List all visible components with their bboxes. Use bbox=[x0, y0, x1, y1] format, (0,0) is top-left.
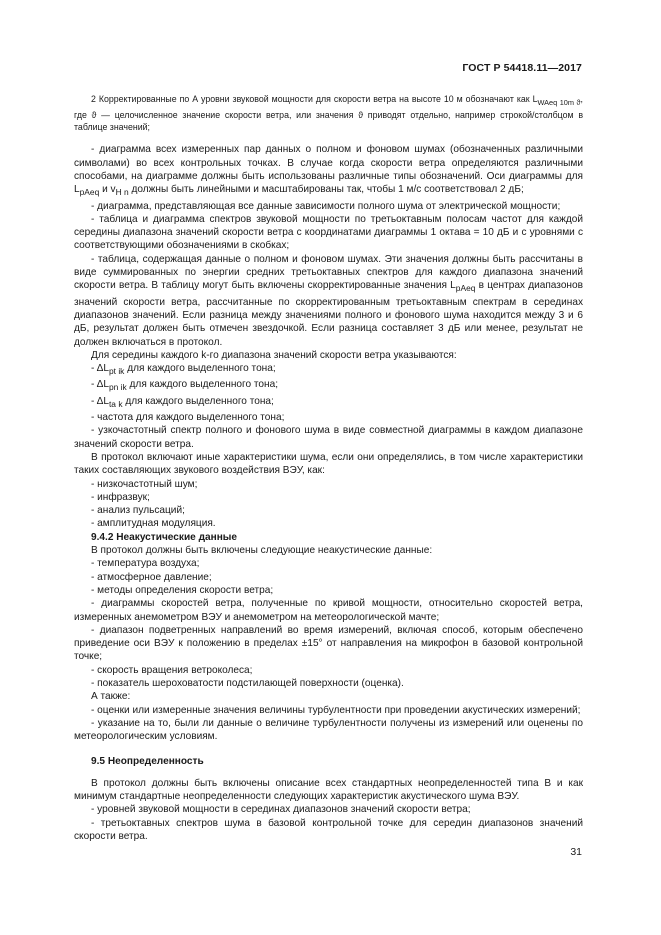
list-item-downwind-range: - диапазон подветренных направлений во время измерений, включая способ, которым обеспечено приведение оси ВЭУ к положению в пределах ±15° от направления на микрофон в базовой контрольной точке; bbox=[74, 624, 583, 663]
subscript: ta k bbox=[108, 398, 123, 409]
note-subscript: WAeq 10m ϑ bbox=[537, 97, 581, 107]
list-item-low-frequency: - низкочастотный шум; bbox=[91, 478, 198, 490]
document-header: ГОСТ Р 54418.11—2017 bbox=[462, 62, 582, 74]
paragraph-also: А также: bbox=[91, 691, 131, 703]
list-item-power-levels: - уровней звуковой мощности в серединах диапазонов значений скорости ветра; bbox=[91, 804, 471, 816]
list-item-amplitude-modulation: - амплитудная модуляция. bbox=[91, 518, 216, 530]
list-item-delta-ta bbox=[74, 395, 583, 411]
page-number: 31 bbox=[570, 846, 582, 858]
text-run: в центрах диапазонов значений скорости ветра, рассчитанные по скорректированным третьоктавным спектрам в серединах диапазонов значений. Если разница между значениями полного и фонового шума находится между 3 и 6 дБ, результат должен быть отмечен звездочкой. Если разница составляет 3 дБ или менее, результат не должен включаться в протокол. bbox=[74, 280, 583, 348]
text-run: - ΔL bbox=[91, 395, 109, 407]
paragraph-uncertainty-intro: В протокол должны быть включены описание всех стандартных неопределенностей типа В и как минимум стандартные неопределенности следующих характеристик акустического шума ВЭУ. bbox=[74, 777, 583, 803]
paragraph-table-noise bbox=[74, 253, 583, 349]
list-item-narrowband: - узкочастотный спектр полного и фонового шума в виде совместной диаграммы в каждом диапазоне значений скорости ветра. bbox=[74, 425, 583, 450]
paragraph-other-characteristics: В протокол включают иные характеристики шума, если они определялись, в том числе характеристики таких составляющих звукового воздействия ВЭУ, как: bbox=[74, 451, 583, 477]
note-block bbox=[74, 93, 583, 133]
list-item-wind-methods: - методы определения скорости ветра; bbox=[91, 584, 274, 596]
page-content bbox=[74, 62, 583, 843]
text-run: для каждого выделенного тона; bbox=[122, 395, 274, 407]
list-item-frequency: - частота для каждого выделенного тона; bbox=[91, 412, 285, 424]
list-item-pressure: - атмосферное давление; bbox=[91, 571, 212, 583]
note-paragraph bbox=[74, 93, 583, 133]
text-run: для каждого выделенного тона; bbox=[126, 379, 279, 391]
list-item-pulsation: - анализ пульсаций; bbox=[91, 505, 185, 517]
paragraph-diagram-power: - диаграмма, представляющая все данные зависимости полного шума от электрической мощности; bbox=[91, 200, 561, 212]
text-run: - ΔL bbox=[91, 379, 109, 391]
list-item-turbulence-source: - указание на то, были ли данные о величине турбулентности получены из измерений или оценены по метеорологическим условиям. bbox=[74, 717, 583, 743]
section-heading-9-5: 9.5 Неопределенность bbox=[91, 755, 204, 767]
subscript: pAeq bbox=[79, 187, 100, 198]
list-item-delta-pt bbox=[74, 362, 583, 378]
list-item-air-temperature: - температура воздуха; bbox=[91, 558, 200, 570]
section-heading-9-4-2: 9.4.2 Неакустические данные bbox=[91, 531, 238, 543]
paragraph-kth-range: Для середины каждого k-го диапазона значений скорости ветра указываются: bbox=[91, 349, 457, 361]
paragraph-diagram-measured bbox=[74, 143, 583, 199]
body-text bbox=[74, 143, 583, 843]
subscript: pn ik bbox=[108, 382, 127, 393]
paragraph-table-spectra: - таблица и диаграмма спектров звуковой мощности по третьоктавным полосам частот для каждой середины диапазона значений скорости ветра с координатами диаграммы 1 октава = 10 дБ и с уровнями с соответствующими обозначениями в скобках; bbox=[74, 213, 583, 252]
text-run: и v bbox=[99, 184, 116, 196]
list-item-third-octave: - третьоктавных спектров шума в базовой контрольной точке для середин диапазонов значений скорости ветра. bbox=[74, 817, 583, 842]
list-item-roughness: - показатель шероховатости подстилающей поверхности (оценка). bbox=[91, 678, 404, 690]
subscript: H n bbox=[115, 187, 129, 198]
list-item-rotor-speed: - скорость вращения ветроколеса; bbox=[91, 664, 253, 676]
list-item-delta-pn bbox=[74, 378, 583, 394]
subscript: pt ik bbox=[108, 366, 125, 377]
text-run: - ΔL bbox=[91, 363, 109, 375]
subscript: pAeq bbox=[455, 283, 476, 294]
list-item-turbulence-estimate: - оценки или измеренные значения величины турбулентности при проведении акустических измерений; bbox=[91, 704, 581, 716]
text-run: - диаграмма всех измеренных пар данных о полном и фоновом шумах (обозначенных различными символами) во всех контрольных точках. В случае когда скорости ветра определяются различными способами, на диаграмме должны быть использованы различные типы обозначений. Оси диаграммы для L bbox=[74, 144, 583, 196]
paragraph-nonacoustic-intro: В протокол должны быть включены следующие неакустические данные: bbox=[91, 545, 433, 557]
note-text: 2 Корректированные по А уровни звуковой мощности для скорости ветра на высоте 10 м обозначают как L bbox=[91, 94, 538, 104]
text-run: должны быть линейными и масштабированы так, чтобы 1 м/с соответствовал 2 дБ; bbox=[128, 184, 524, 196]
list-item-infrasound: - инфразвук; bbox=[91, 491, 150, 503]
text-run: для каждого выделенного тона; bbox=[124, 363, 276, 375]
list-item-wind-diagrams: - диаграммы скоростей ветра, полученные по кривой мощности, относительно скоростей ветра, измеренных анемометром ВЭУ и анемометром на метеорологической мачте; bbox=[74, 598, 583, 623]
text-run: - таблица, содержащая данные о полном и фоновом шумах. Эти значения должны быть рассчитаны в виде суммированных по энергии средних третьоктавных спектров для каждого диапазона значений скорости ветра. В таблицу могут быть включены скорректированные значения L bbox=[74, 253, 583, 292]
note-text: , где ϑ — целочисленное значение скорости ветра, или значения ϑ приводят отдельно, например строкой/столбцом в таблице значений; bbox=[74, 94, 583, 133]
